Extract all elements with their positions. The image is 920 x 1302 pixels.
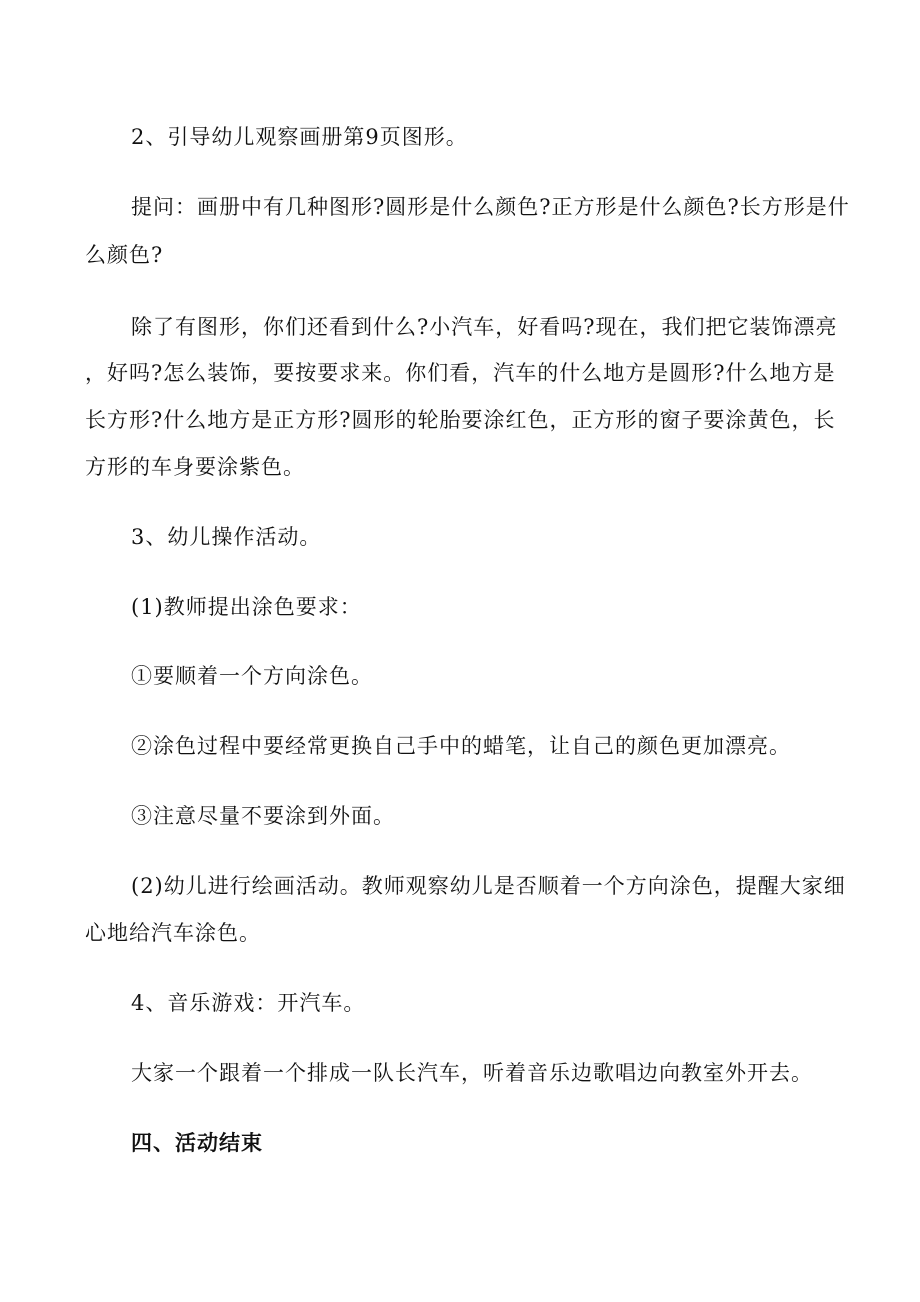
paragraph-line-4: 方形的车身要涂紫色。 bbox=[85, 455, 305, 479]
music-game-description: 大家一个跟着一个排成一队长汽车，听着音乐边歌唱边向教室外开去。 bbox=[131, 1061, 813, 1085]
question-line-2: 么颜色? bbox=[85, 243, 164, 267]
requirement-2: ②涂色过程中要经常更换自己手中的蜡笔，让自己的颜色更加漂亮。 bbox=[131, 734, 791, 758]
requirement-1: ①要顺着一个方向涂色。 bbox=[131, 664, 373, 688]
section-4-title: 4、音乐游戏：开汽车。 bbox=[131, 991, 366, 1015]
paragraph-line-2: ，好吗?怎么装饰，要按要求来。你们看，汽车的什么地方是圆形?什么地方是 bbox=[85, 361, 836, 385]
paragraph-line-3: 长方形?什么地方是正方形?圆形的轮胎要涂红色，正方形的窗子要涂黄色，长 bbox=[85, 408, 836, 432]
question-line-1: 提问：画册中有几种图形?圆形是什么颜色?正方形是什么颜色?长方形是什 bbox=[131, 195, 850, 219]
activity-line-1: (2)幼儿进行绘画活动。教师观察幼儿是否顺着一个方向涂色，提醒大家细 bbox=[131, 874, 846, 898]
activity-line-2: 心地给汽车涂色。 bbox=[85, 921, 261, 945]
section-3-title: 3、幼儿操作活动。 bbox=[131, 525, 322, 549]
requirement-intro: (1)教师提出涂色要求： bbox=[131, 595, 362, 619]
section-end-heading: 四、活动结束 bbox=[131, 1130, 263, 1155]
requirement-3: ③注意尽量不要涂到外面。 bbox=[131, 804, 395, 828]
section-2-title: 2、引导幼儿观察画册第9页图形。 bbox=[131, 125, 468, 149]
paragraph-line-1: 除了有图形，你们还看到什么?小汽车，好看吗?现在，我们把它装饰漂亮 bbox=[131, 315, 838, 339]
